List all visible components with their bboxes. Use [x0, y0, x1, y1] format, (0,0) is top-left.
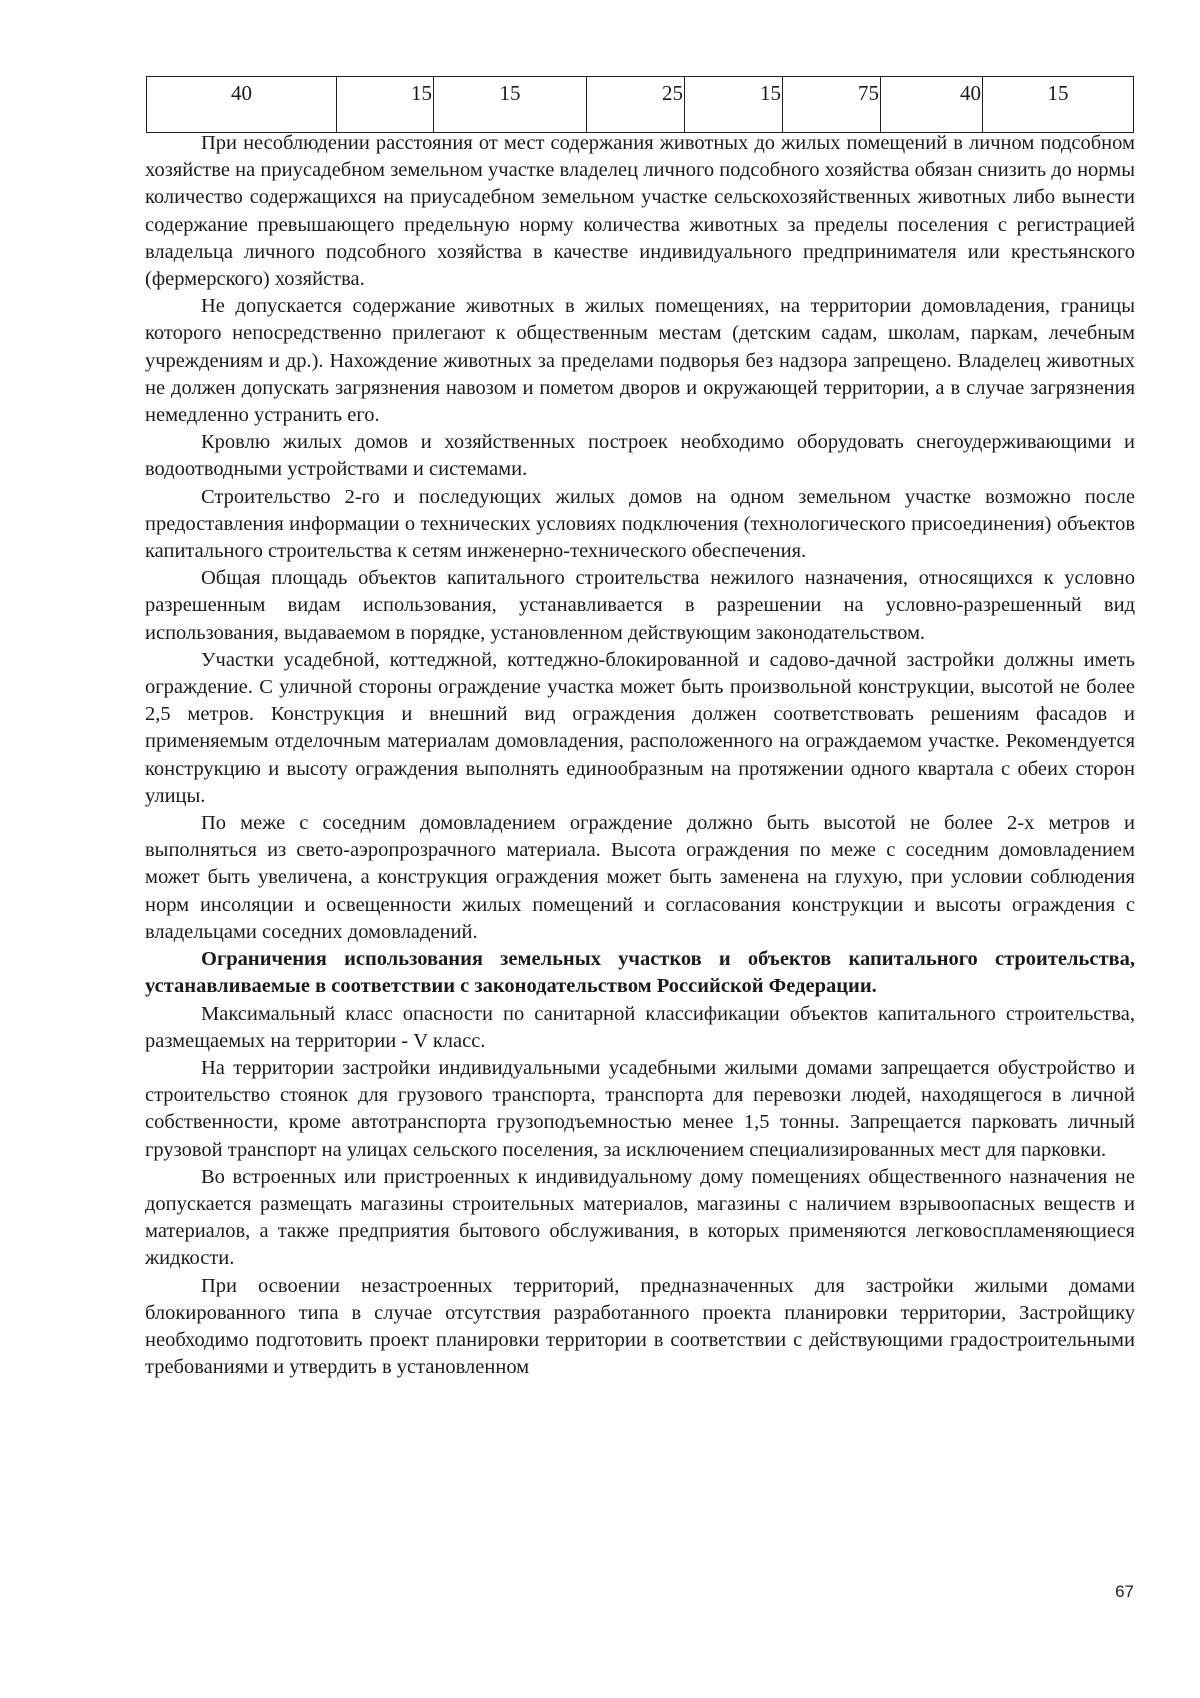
- paragraph: Максимальный класс опасности по санитарной классификации объектов капитального строительства, размещаемых на территории - V класс.: [145, 1002, 1135, 1052]
- table-cell: 75: [783, 77, 881, 133]
- table-cell: 40: [147, 77, 337, 133]
- paragraph: При несоблюдении расстояния от мест содержания животных до жилых помещений в личном подсобном хозяйстве на приусадебном земельном участке владелец личного подсобного хозяйства обязан снизить до нормы количество содержащихся на приусадебном земельном участке сельскохозяйственных животных либо вынести содержание превышающего предельную норму количества животных за пределы поселения с регистрацией владельца личного подсобного хозяйства в качестве индивидуального предпринимателя или крестьянского (фермерского) хозяйства.: [145, 132, 1135, 291]
- paragraph: По меже с соседним домовладением ограждение должно быть высотой не более 2-х метров и выполняться из свето-аэропрозрачного материала. Высота ограждения по меже с соседним домовладением может быть увеличена, а конструкция ограждения может быть заменена на глухую, при условии соблюдения норм инсоляции и освещенности жилых помещений и согласования конструкции и высоты ограждения с владельцами соседних домовладений.: [145, 812, 1135, 943]
- paragraph: Не допускается содержание животных в жилых помещениях, на территории домовладения, границы которого непосредственно прилегают к общественным местам (детским садам, школам, паркам, лечебным учреждениям и др.). Нахождение животных за пределами подворья без надзора запрещено. Владелец животных не должен допускать загрязнения навозом и пометом дворов и окружающей территории, а в случае загрязнения немедленно устранить его.: [145, 295, 1135, 427]
- paragraph: Кровлю жилых домов и хозяйственных построек необходимо оборудовать снегоудерживающими и водоотводными устройствами и системами.: [145, 431, 1135, 481]
- body-text: [145, 130, 1135, 1381]
- table-row: [147, 77, 1134, 133]
- paragraph: При освоении незастроенных территорий, предназначенных для застройки жилыми домами блокированного типа в случае отсутствия разработанного проекта планировки территории, Застройщику необходимо подготовить проект планировки территории в соответствии с действующими градостроительными требованиями и утвердить в установленном: [145, 1274, 1135, 1379]
- table-cell: 15: [434, 77, 587, 133]
- table-cell: 40: [881, 77, 983, 133]
- table-cell: 15: [983, 77, 1134, 133]
- table-cell: 15: [337, 77, 434, 133]
- paragraph: Во встроенных или пристроенных к индивидуальному дому помещениях общественного назначения не допускается размещать магазины строительных материалов, магазины с наличием взрывоопасных веществ и материалов, а также предприятия бытового обслуживания, в которых применяются легковоспламеняющиеся жидкости.: [145, 1165, 1135, 1270]
- paragraph: Строительство 2-го и последующих жилых домов на одном земельном участке возможно после предоставления информации о технических условиях подключения (технологического присоединения) объектов капитального строительства к сетям инженерно-технического обеспечения.: [145, 485, 1135, 563]
- page-number: 67: [1115, 1582, 1134, 1601]
- paragraph: Общая площадь объектов капитального строительства нежилого назначения, относящихся к условно разрешенным видам использования, устанавливается в разрешении на условно-разрешенный вид использования, выдаваемом в порядке, установленном действующим законодательством.: [145, 567, 1135, 644]
- section-heading: Ограничения использования земельных участков и объектов капитального строительства, устанавливаемые в соответствии с законодательством Российской Федерации.: [145, 948, 1135, 998]
- values-table: [146, 76, 1134, 133]
- table-cell: 25: [587, 77, 685, 133]
- paragraph: Участки усадебной, коттеджной, коттеджно-блокированной и садово-дачной застройки должны иметь ограждение. С уличной стороны ограждение участка может быть произвольной конструкции, высотой не более 2,5 метров. Конструкция и внешний вид ограждения должен соответствовать решениям фасадов и применяемым отделочным материалам домовладения, расположенного на ограждаемом участке. Рекомендуется конструкцию и высоту ограждения выполнять единообразным на протяжении одного квартала с обеих сторон улицы.: [145, 648, 1135, 807]
- table-cell: 15: [685, 77, 783, 133]
- paragraph: На территории застройки индивидуальными усадебными жилыми домами запрещается обустройство и строительство стоянок для грузового транспорта, транспорта для перевозки людей, находящегося в личной собственности, кроме автотранспорта грузоподъемностью менее 1,5 тонны. Запрещается парковать личный грузовой транспорт на улицах сельского поселения, за исключением специализированных мест для парковки.: [145, 1056, 1135, 1161]
